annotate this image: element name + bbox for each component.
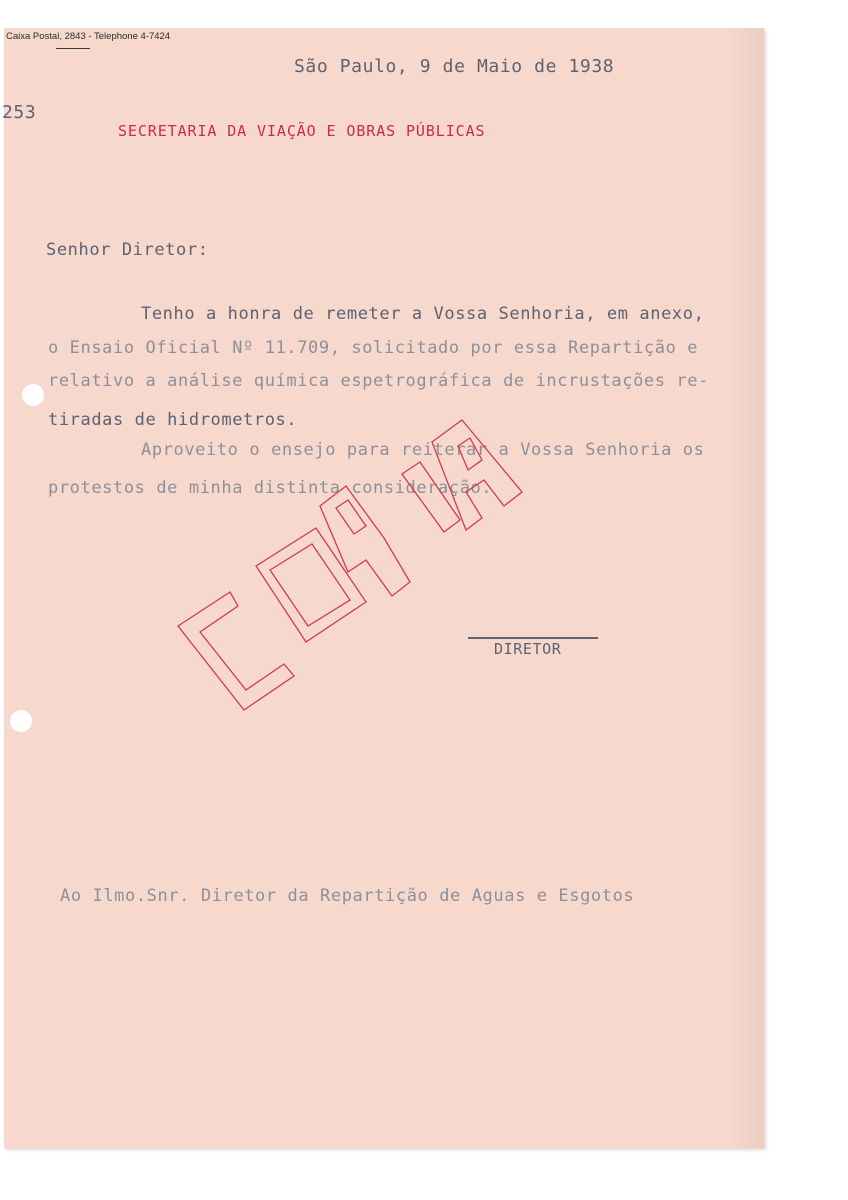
addressee-line: Ao Ilmo.Snr. Diretor da Repartição de Aguas e Esgotos [60, 886, 635, 906]
stamp-letter-p [320, 486, 410, 596]
signature-title: DIRETOR [494, 640, 562, 658]
stamp-letter-o [256, 528, 366, 642]
stamp-letter-a [432, 420, 522, 530]
body-line: Tenho a honra de remeter a Vossa Senhoria, em anexo, [141, 304, 705, 324]
body-line: protestos de minha distinta consideração. [48, 478, 493, 498]
binder-punch-hole [22, 384, 44, 406]
date-line: São Paulo, 9 de Maio de 1938 [294, 56, 615, 77]
letterhead-underline [56, 48, 90, 49]
body-line: Aproveito o ensejo para reiterar a Vossa Senhoria os [141, 440, 705, 460]
stamp-letter-c [178, 592, 294, 710]
reference-number: 253 [2, 102, 37, 123]
body-line: relativo a análise química espetrográfica de incrustações re- [48, 371, 709, 391]
department-header: SECRETARIA DA VIAÇÃO E OBRAS PÚBLICAS [118, 122, 486, 140]
letterhead-contact-line: Caixa Postal, 2843 - Telephone 4-7424 [6, 31, 171, 42]
copia-stamp [170, 370, 590, 730]
paper-edge-shadow [728, 28, 764, 1148]
body-line: tiradas de hidrometros. [48, 410, 298, 430]
salutation: Senhor Diretor: [46, 240, 209, 260]
binder-punch-hole [10, 710, 32, 732]
copia-stamp-outline-letters [170, 370, 590, 730]
stamp-letter-i [402, 462, 460, 532]
body-line: o Ensaio Oficial Nº 11.709, solicitado por essa Repartição e [48, 338, 699, 358]
